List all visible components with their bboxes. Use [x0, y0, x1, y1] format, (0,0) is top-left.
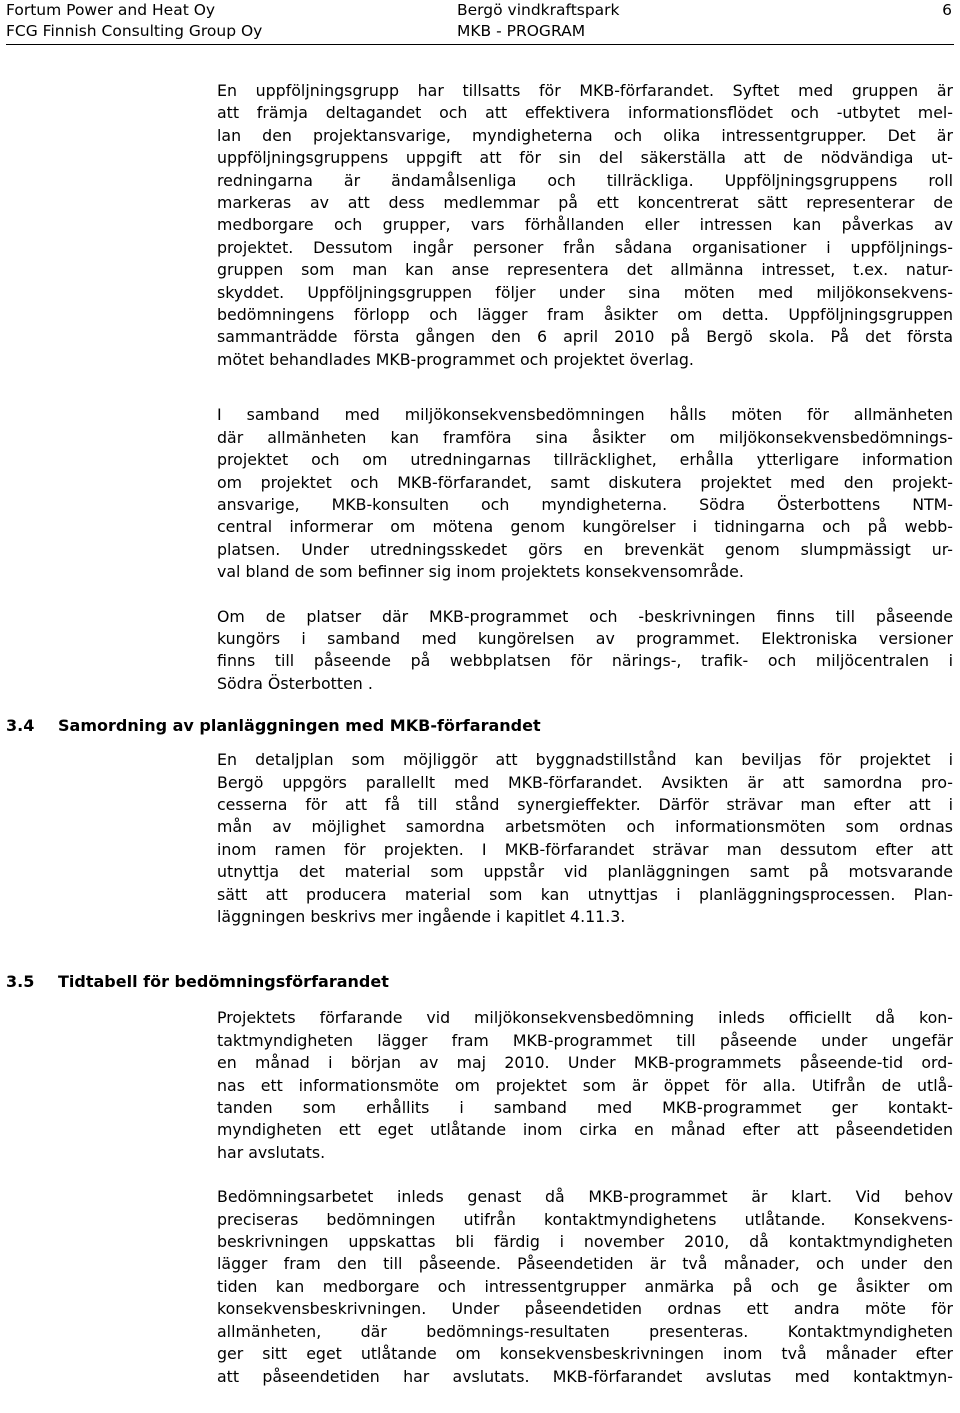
text-line: lägger fram den till påseende. Påseendetiden är två månader, och under den [217, 1254, 953, 1274]
text-line: där allmänheten kan framföra sina åsikter om miljökonsekvensbedömnings- [217, 427, 953, 447]
paragraph-moten-allmanheten [217, 404, 953, 583]
spacer [0, 737, 960, 749]
header-company-2: FCG Finnish Consulting Group Oy [6, 22, 263, 40]
text-line: Bergö uppgörs parallellt med MKB-förfarandet. Avsikten är att samordna pro- [217, 772, 953, 792]
text-line: En uppföljningsgrupp har tillsatts för MKB-förfarandet. Syftet med gruppen är [217, 81, 953, 100]
document-body [0, 80, 960, 1388]
text-line: att främja deltagandet och att effektivera informationsflödet och -utbytet mel- [217, 103, 953, 123]
text-line: allmänheten, där bedömnings-resultaten presenteras. Kontaktmyndigheten [217, 1321, 953, 1341]
header-organizations [6, 0, 262, 42]
spacer [0, 1164, 960, 1186]
text-line: finns till påseende på webbplatsen för närings-, trafik- och miljöcentralen i [217, 651, 953, 671]
text-line: Projektets förfarande vid miljökonsekvensbedömning inleds officiellt då kon- [217, 1008, 953, 1028]
text-line: kungörs i samband med kungörelsen av programmet. Elektroniska versioner [217, 628, 953, 648]
header-document-type: MKB - PROGRAM [457, 22, 586, 40]
text-line: om projektet och MKB-förfarandet, samt diskutera projektet med den projekt- [217, 472, 953, 492]
spacer [0, 695, 960, 715]
text-line: Om de platser där MKB-programmet och -beskrivningen finns till påseende [217, 606, 953, 626]
text-line: medborgare och grupper, vars förhållanden eller intressen kan påverkas av [217, 215, 953, 235]
paragraph-uppfoljningsgrupp [217, 80, 953, 371]
text-line: sammanträdde första gången den 6 april 2010 på Bergö skola. På det första [217, 327, 953, 347]
text-line: gruppen som man kan anse representera det allmänna intresset, t.ex. natur- [217, 260, 953, 280]
text-line: Södra Österbotten . [217, 673, 373, 693]
paragraph-forfarande-inleds [217, 1007, 953, 1164]
text-line: mån av möjlighet samordna arbetsmöten och informationsmöten som ordnas [217, 817, 953, 837]
text-line: preciseras bedömningen utifrån kontaktmyndighetens utlåtande. Konsekvens- [217, 1209, 953, 1229]
text-line: uppföljningsgruppens uppgift att för sin del säkerställa att de nödvändiga ut- [217, 148, 953, 168]
text-line: lan den projektansvarige, myndigheterna och olika intressentgrupper. Det är [217, 125, 953, 145]
text-line: inom ramen för projekten. I MKB-förfarandet strävar man dessutom efter att [217, 839, 953, 859]
section-title: Tidtabell för bedömningsförfarandet [58, 972, 389, 992]
text-line: platsen. Under utredningsskedet görs en brevenkät genom slumpmässigt ur- [217, 539, 953, 559]
text-line: redningarna är ändamålsenliga och tillräckliga. Uppföljningsgruppens roll [217, 170, 953, 190]
text-line: tiden kan medborgare och intressentgrupper anmärka på och ge åsikter om [217, 1276, 953, 1296]
text-line: har avslutats. [217, 1142, 326, 1162]
text-line: sätt att producera material som kan utnyttjas i planläggningsprocessen. Plan- [217, 884, 953, 904]
text-line: val bland de som befinner sig inom projektets konsekvensområde. [217, 562, 744, 582]
header-page-number [942, 0, 952, 21]
text-line: att påseendetiden har avslutats. MKB-förfarandet avslutas med kontaktmyn- [217, 1366, 953, 1386]
text-line: läggningen beskrivs mer ingående i kapitlet 4.11.3. [217, 907, 626, 926]
spacer [0, 928, 960, 971]
text-line: myndigheten ett eget utlåtande inom cirka en månad efter att påseendetiden [217, 1120, 953, 1140]
text-line: tanden som erhållits i samband med MKB-programmet ger kontakt- [217, 1098, 953, 1118]
section-heading-3-4 [6, 715, 960, 737]
section-title: Samordning av planläggningen med MKB-förfarandet [58, 716, 541, 736]
paragraph-bedomningsarbetet [217, 1186, 953, 1388]
text-line: skyddet. Uppföljningsgruppen följer under sina möten med miljökonsekvens- [217, 282, 953, 302]
spacer [0, 393, 960, 404]
page-number: 6 [942, 1, 952, 19]
paragraph-platser-paseende [217, 606, 953, 696]
section-number: 3.5 [6, 972, 35, 992]
text-line: en månad i början av maj 2010. Under MKB-programmets påseende-tid ord- [217, 1053, 953, 1073]
text-line: Bedömningsarbetet inleds genast då MKB-programmet är klart. Vid behov [217, 1187, 953, 1207]
text-line: mötet behandlades MKB-programmet och projektet överlag. [217, 349, 694, 369]
text-line: central informerar om mötena genom kungörelser i tidningarna och på webb- [217, 517, 953, 537]
text-line: bedömningens förlopp och lägger fram åsikter om detta. Uppföljningsgruppen [217, 305, 953, 325]
text-line: cesserna för att få till stånd synergieffekter. Därför strävar man efter att i [217, 794, 953, 814]
spacer [0, 993, 960, 1007]
text-line: projektet. Dessutom ingår personer från sådana organisationer i uppföljnings- [217, 237, 953, 257]
header-company-1: Fortum Power and Heat Oy [6, 1, 216, 19]
text-line: ger sitt eget utlåtande om konsekvensbeskrivningen inom två månader efter [217, 1344, 953, 1364]
text-line: I samband med miljökonsekvensbedömningen hålls möten för allmänheten [217, 405, 953, 425]
text-line: taktmyndigheten lägger fram MKB-programmet till påseende under ungefär [217, 1030, 953, 1050]
text-line: nas ett informationsmöte om projektet som är öppet för alla. Utifrån de utlå- [217, 1075, 953, 1095]
header-project-name: Bergö vindkraftspark [457, 1, 620, 19]
text-line: beskrivningen uppskattas bli färdig i november 2010, då kontaktmyndigheten [217, 1232, 953, 1252]
text-line: utnyttja det material som uppstår vid planläggningen samt på motsvarande [217, 862, 953, 882]
text-line: projektet och om utredningarnas tillräcklighet, erhålla ytterligare information [217, 450, 953, 470]
spacer [0, 584, 960, 606]
section-number: 3.4 [6, 716, 35, 736]
text-line: ansvarige, MKB-konsulten och myndigheterna. Södra Österbottens NTM- [217, 494, 953, 514]
section-heading-3-5 [6, 971, 960, 993]
header-project [457, 0, 620, 42]
text-line: konsekvensbeskrivningen. Under påseendetiden ordnas ett andra möte för [217, 1299, 953, 1319]
text-line: En detaljplan som möjliggör att byggnadstillstånd kan beviljas för projektet i [217, 750, 953, 770]
page-header [6, 0, 954, 45]
spacer [0, 371, 960, 393]
text-line: markeras av att dess medlemmar på ett koncentrerat sätt representerar de [217, 193, 953, 213]
paragraph-detaljplan [217, 749, 953, 928]
